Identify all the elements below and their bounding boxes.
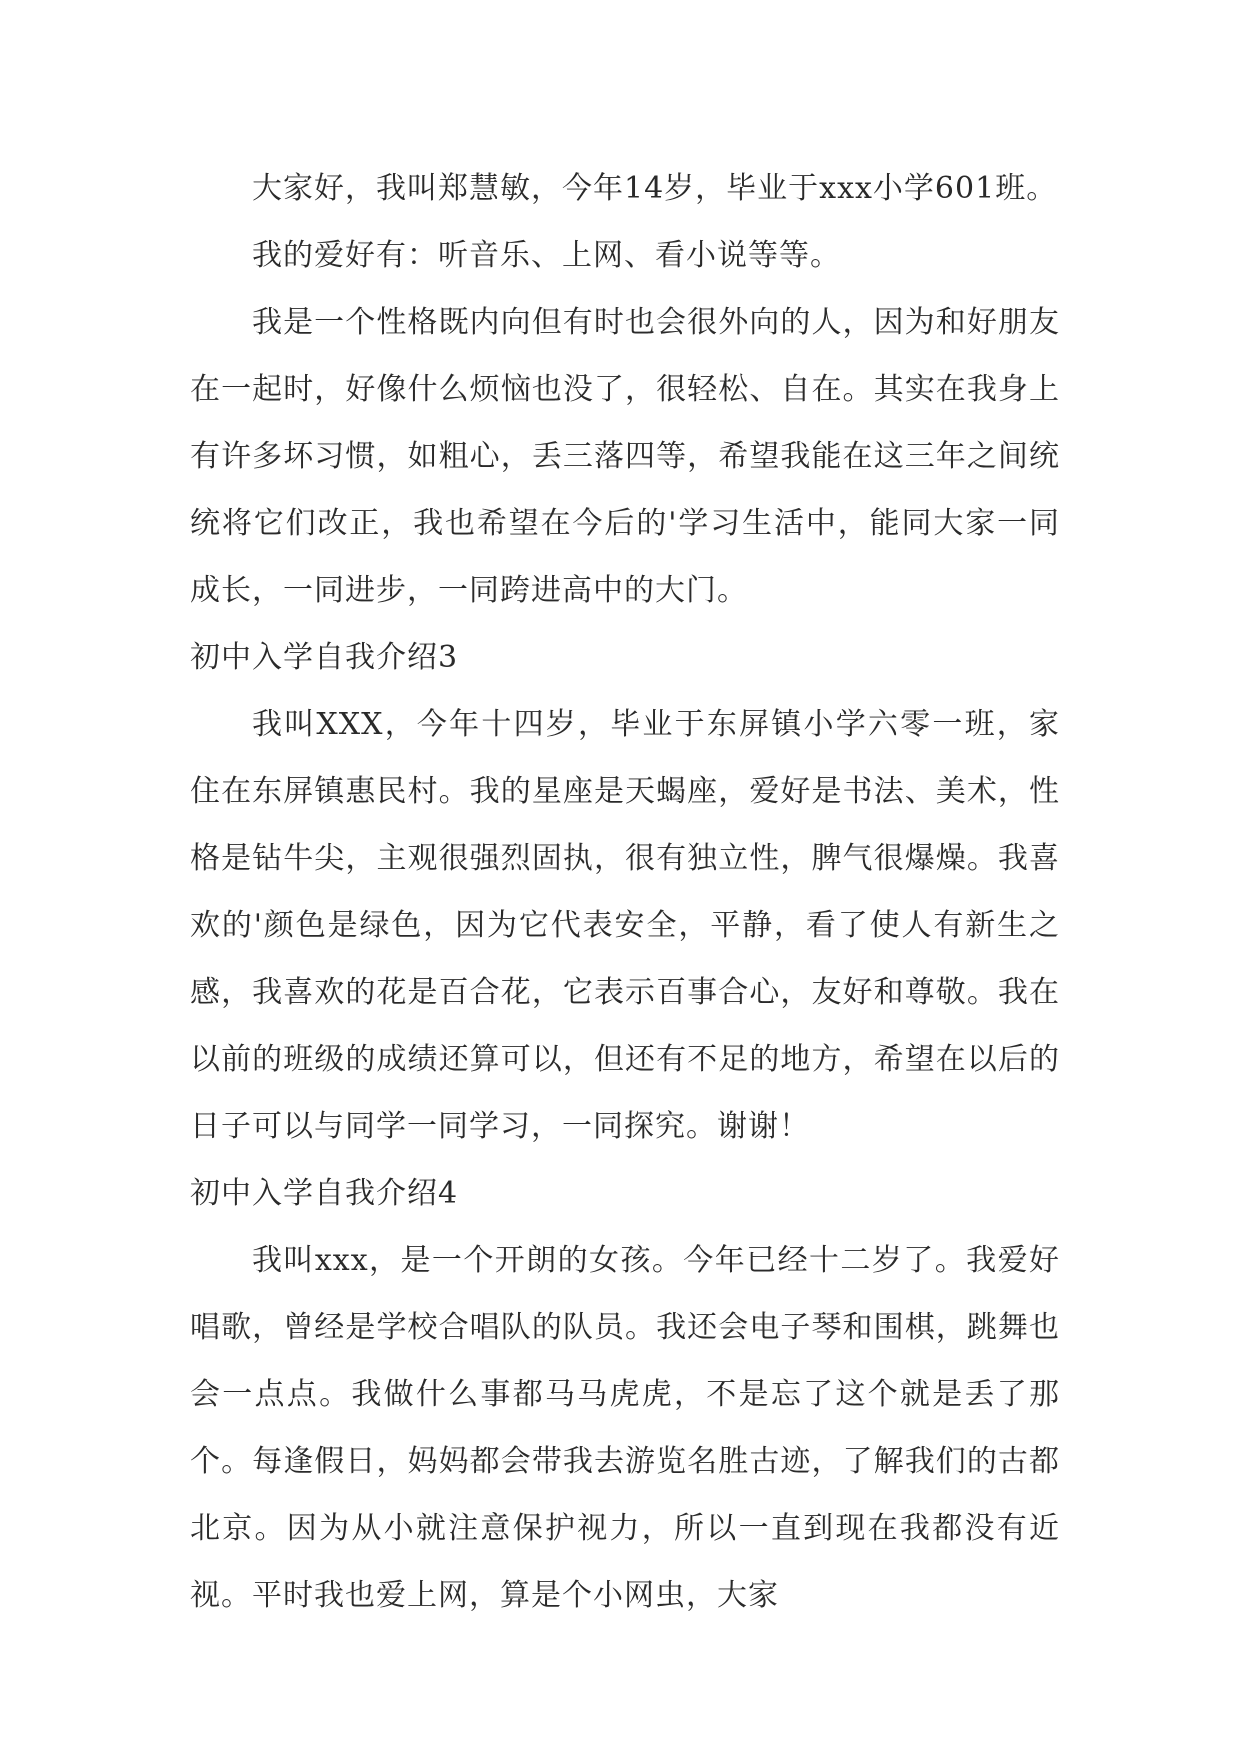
document-body	[190, 155, 1060, 1629]
paragraph-section4: 我叫xxx，是一个开朗的女孩。今年已经十二岁了。我爱好唱歌，曾经是学校合唱队的队员。我还会电子琴和围棋，跳舞也会一点点。我做什么事都马马虎虎，不是忘了这个就是丢了那个。每逢假日，妈妈都会带我去游览名胜古迹，了解我们的古都北京。因为从小就注意保护视力，所以一直到现在我都没有近视。平时我也爱上网，算是个小网虫，大家	[190, 1243, 1060, 1613]
paragraph-section3: 我叫XXX，今年十四岁，毕业于东屏镇小学六零一班，家住在东屏镇惠民村。我的星座是天蝎座，爱好是书法、美术，性格是钻牛尖，主观很强烈固执，很有独立性，脾气很爆燥。我喜欢的'颜色是绿色，因为它代表安全，平静，看了使人有新生之感，我喜欢的花是百合花，它表示百事合心，友好和尊敬。我在以前的班级的成绩还算可以，但还有不足的地方，希望在以后的日子可以与同学一同学习，一同探究。谢谢！	[190, 707, 1060, 1144]
paragraph-personality: 我是一个性格既内向但有时也会很外向的人，因为和好朋友在一起时，好像什么烦恼也没了，很轻松、自在。其实在我身上有许多坏习惯，如粗心，丢三落四等，希望我能在这三年之间统统将它们改正，我也希望在今后的'学习生活中，能同大家一同成长，一同进步，一同跨进高中的大门。	[190, 305, 1060, 608]
section-heading-4: 初中入学自我介绍4	[190, 1176, 459, 1211]
paragraph-intro: 大家好，我叫郑慧敏，今年14岁，毕业于xxx小学601班。	[252, 171, 1058, 206]
paragraph-hobbies: 我的爱好有：听音乐、上网、看小说等等。	[252, 238, 841, 273]
section-heading-3: 初中入学自我介绍3	[190, 640, 459, 675]
